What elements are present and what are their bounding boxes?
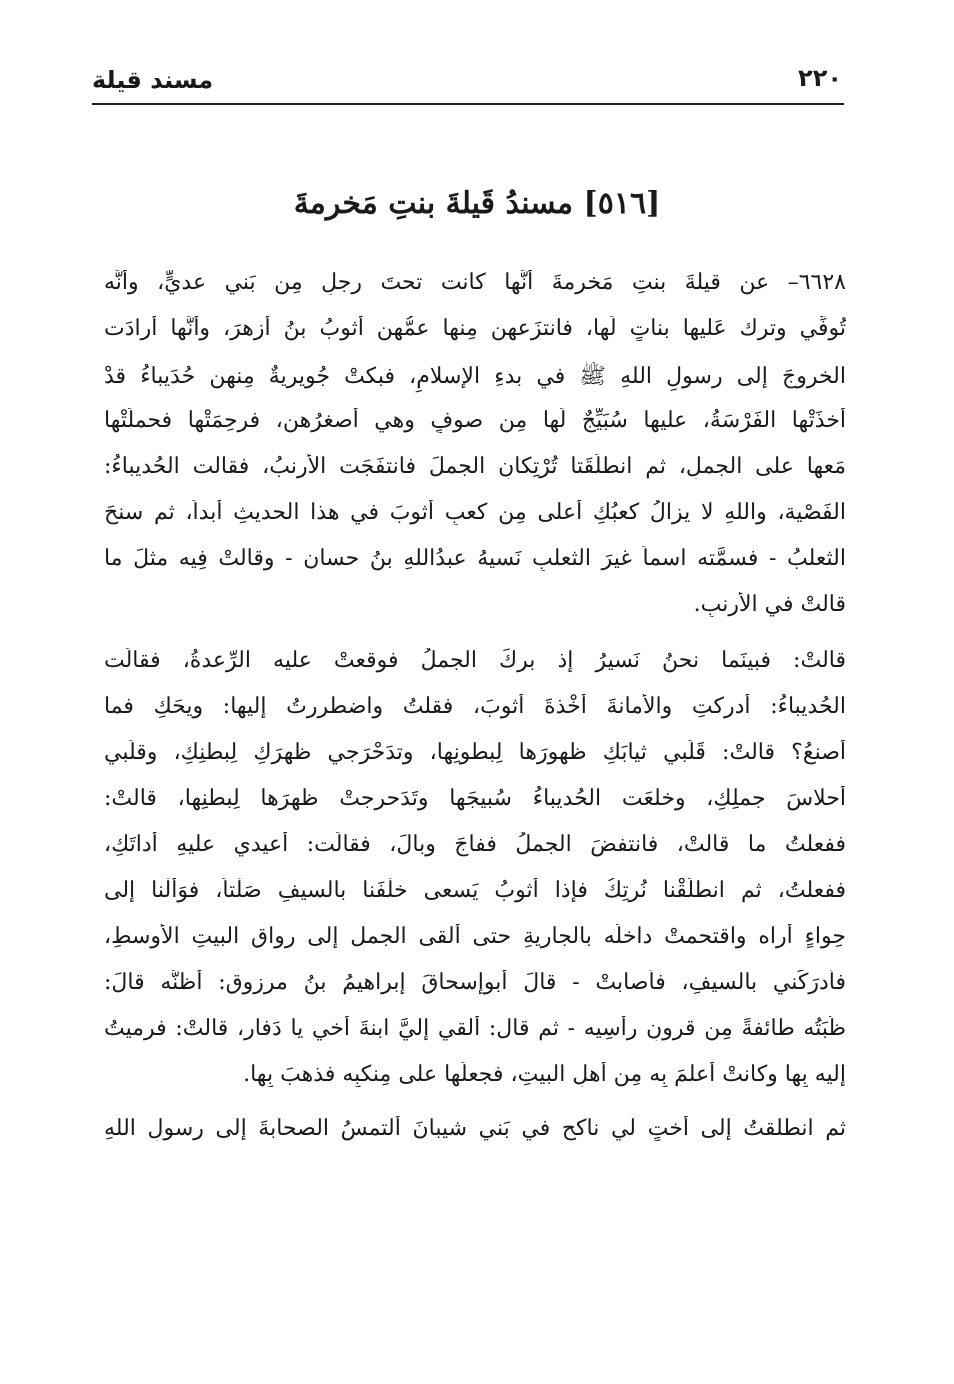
running-header	[92, 62, 842, 102]
text-line: مَعها على الجملِ، ثم انطلَقَتا تُرْتِكانِ الجملَ فانتفَجَت الأرنبُ، فقالت الحُديباءُ:	[104, 454, 846, 479]
text-line: تُوفِّي وترك عَليها بناتٍ لَها، فانتزَعهن مِنها عمُّهن أثوبُ بنُ أزهرَ، وأنَّها أرادَت	[104, 316, 846, 341]
page-number: ٢٢٠	[798, 64, 842, 92]
header-rule	[92, 103, 844, 105]
text-line: ففعلتُ، ثم انطلَقْنا نُرتِكُ فإذا أثوبُ يَسعى خلْفَنا بالسيفِ صَلْتاً، فوَأَلْنا إلى	[104, 878, 846, 903]
text-line: قالتْ في الأرنبِ.	[693, 592, 846, 617]
text-line: ثم انطلقتُ إلى أختٍ لي ناكحٍ في بَني شيبانَ أَلتمسُ الصحابةَ إلى رسولِ اللهِ	[104, 1116, 846, 1141]
text-line: أخذَتْها الفَرْسَةُ، عليها سُبَيِّجٌ لَها مِن صوفٍ وهي أصغرُهن، فرحِمَتْها فحملَتْها	[104, 408, 846, 433]
text-line: فأدرَكَني بالسيفِ، فأَصابتْ - قالَ أبوإسحاقَ إبراهيمُ بنُ مرزوقٍ: أَظنُّه قالَ:	[104, 970, 846, 995]
text-line: إِليه بِها وكانتْ أعلمَ بِه مِن أهلِ البيتِ، فجعلَها على مِنكبِه فذهبَ بِها.	[243, 1062, 846, 1087]
text-line: الخروجَ إلى رسولِ اللهِ ﷺ في بدءِ الإسلامِ، فبكتْ جُويريةٌ مِنهن حُدَيباءُ قدْ	[104, 364, 846, 389]
text-line: ففعلتُ ما قالتْ، فانتفضَ الجملُ ففاجَ وبالَ، فقالَت: أَعيدي عليهِ أداتَكِ،	[104, 832, 846, 857]
text-line: حِواءٍ أراه واقتحمتْ داخلَه بالجاريةِ حتى ألقى الجمل إلى رِواقِ البيتِ الأوسطِ،	[104, 924, 846, 949]
text-line: قالتْ: فبينَما نحنُ نَسيرُ إذ بركَ الجملُ فوقعتْ عليه الرِّعدةُ، فقالَت	[104, 648, 846, 673]
text-line: الفَصْية، واللهِ لا يزالُ كعبُكِ أعلى مِن كعبِ أثوبَ في هذا الحديثِ أبداً، ثم سنحَ	[104, 500, 846, 525]
text-line: أحلاسَ جملِكِ، وخلعَت الحُديباءُ سُبيجَها وتَدَحرجتْ ظهرَها لِبطنِها، قالتْ:	[104, 786, 846, 811]
text-line: ٦٦٢٨– عن قيلةَ بنتِ مَخرمةَ أنَّها كانت تحتَ رجلٍ مِن بَني عديٍّ، وأنَّه	[104, 270, 846, 295]
section-title: [٥١٦] مسندُ قَيلةَ بنتِ مَخرمةَ	[293, 186, 661, 221]
running-title: مسند قيلة	[92, 66, 214, 94]
text-line: الحُديباءُ: أدركتِ والأمانةَ أَخْذةَ أثوبَ، فقلتُ واضطررتُ إليها: ويحَكِ فما	[104, 694, 846, 719]
text-line: ظُبَتُه طائفةً مِن قرونِ رأسِيه - ثم قال: أَلقي إليَّ ابنةَ أَخي يا دَفار، قالتْ: فرميتُ	[104, 1016, 846, 1041]
text-line: الثعلبُ - فسمَّته اسماً غيرَ الثعلبِ نَسيهُ عبدُاللهِ بنُ حسان - وقالتْ فِيه مثلَ ما	[104, 546, 846, 571]
text-line: أَصنعُ؟ قالتْ: قَلِّبي ثيابَكِ ظهورَها لِبطونِها، وتدَحْرَجي ظهرَكِ لِبطنِكِ، وقلِّبي	[104, 740, 846, 765]
